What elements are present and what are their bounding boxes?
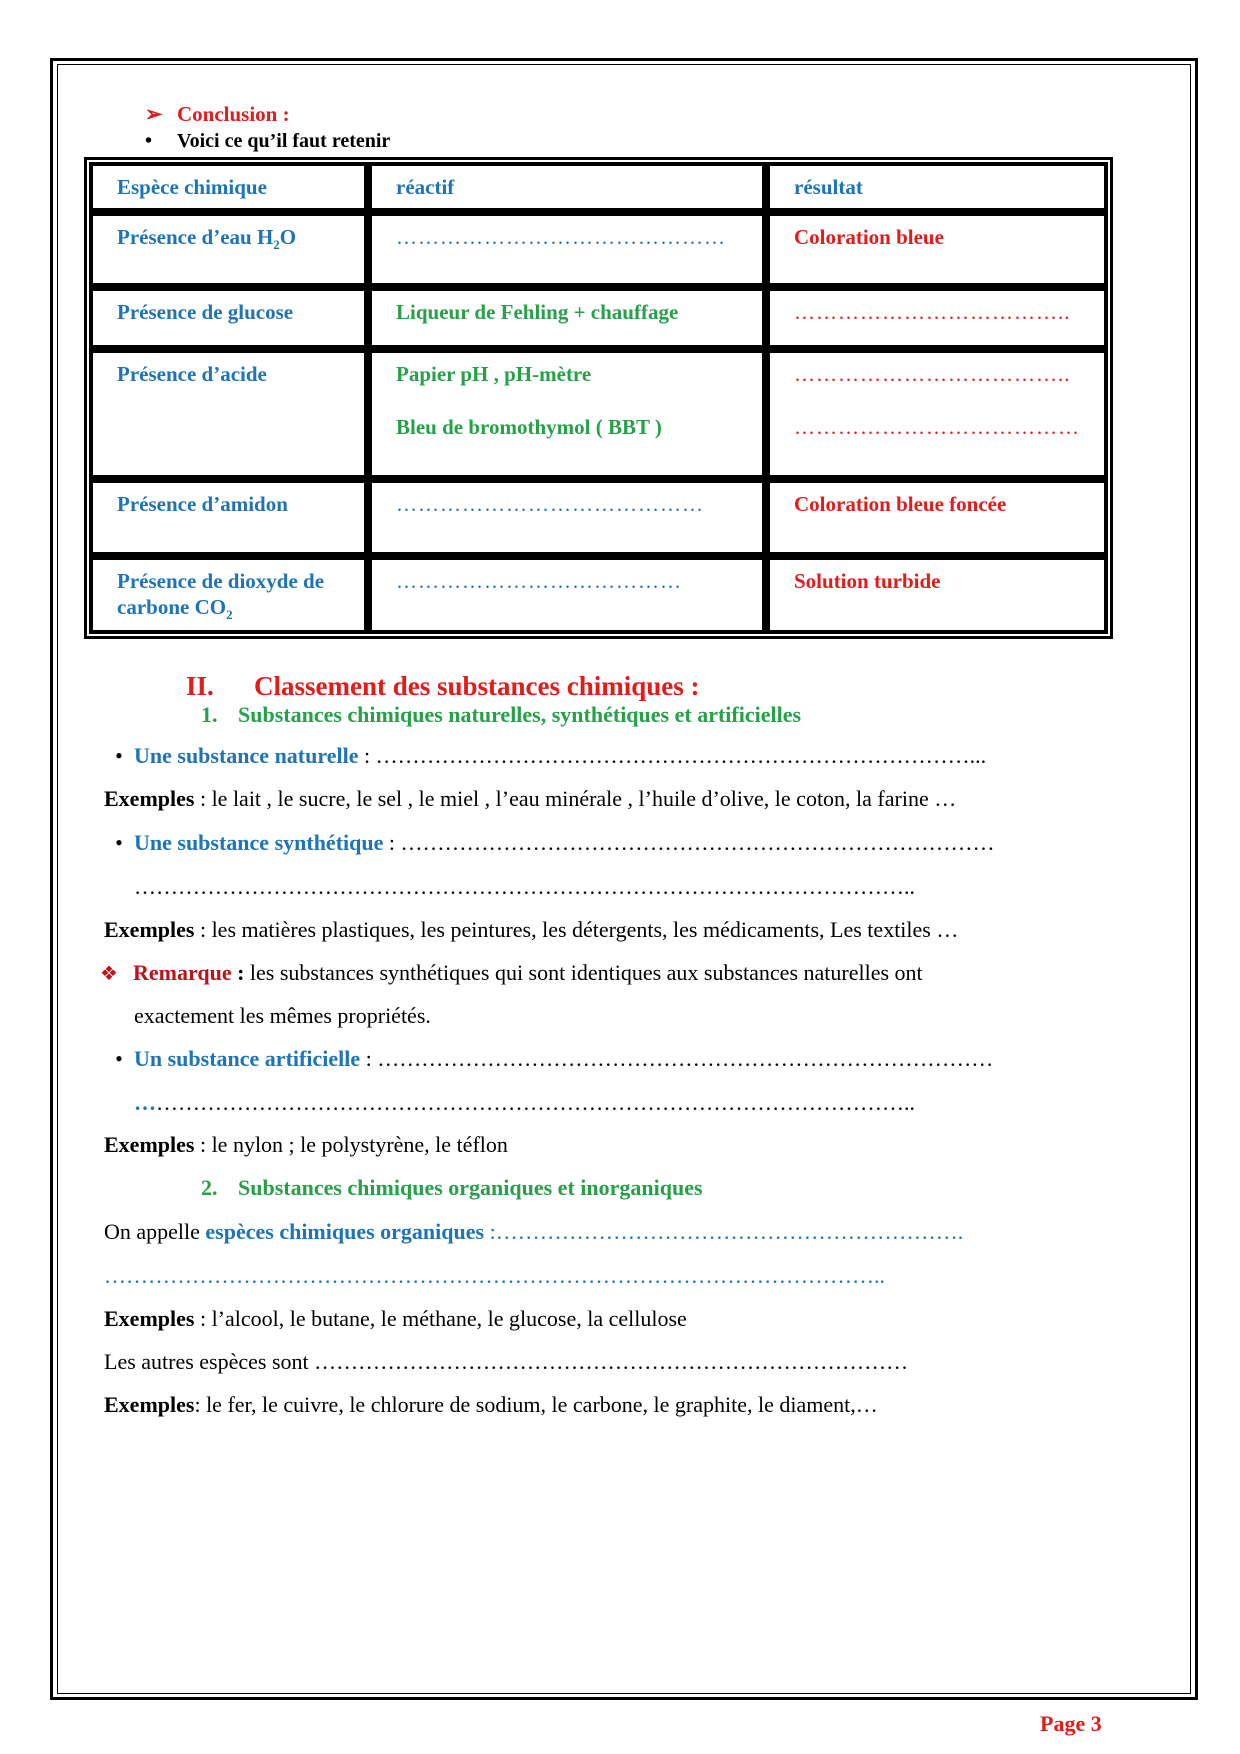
table-cell-resultat bbox=[766, 349, 1108, 479]
blank-dots: : ………………………………………………………………………... bbox=[358, 743, 987, 768]
examples-label: Exemples bbox=[104, 917, 195, 942]
examples-label: Exemples bbox=[104, 786, 195, 811]
subsection-number: 1. bbox=[201, 702, 218, 727]
blank-dots: : ………………………………………………………………………… bbox=[360, 1046, 994, 1071]
subsection-title: Substances chimiques organiques et inorganiques bbox=[238, 1175, 703, 1200]
blank-dots: ……………………………….. bbox=[794, 300, 1071, 324]
term-label: Une substance synthétique bbox=[134, 830, 384, 855]
espece-text: carbone CO bbox=[117, 595, 227, 619]
remarque-continuation: exactement les mêmes propriétés. bbox=[134, 1003, 431, 1028]
definition-inorganique: Les autres espèces sont ……………………………………………………………………… bbox=[104, 1349, 909, 1374]
page-number: Page 3 bbox=[1040, 1711, 1102, 1736]
table-cell-reactif: Liqueur de Fehling + chauffage bbox=[368, 287, 766, 349]
examples-text: : le fer, le cuivre, le chlorure de sodium, le carbone, le graphite, le diament,… bbox=[194, 1392, 878, 1417]
bullet-icon: • bbox=[115, 830, 123, 855]
examples-text: : le nylon ; le polystyrène, le téflon bbox=[194, 1132, 508, 1157]
table-cell-reactif bbox=[368, 556, 766, 634]
term-label: Un substance artificielle bbox=[134, 1046, 361, 1071]
remarque bbox=[100, 959, 923, 988]
table-cell-resultat: Coloration bleue bbox=[766, 212, 1108, 287]
definition-artificielle bbox=[104, 1045, 993, 1073]
conclusion-title: Conclusion : bbox=[177, 102, 290, 126]
subsection-number: 2. bbox=[201, 1175, 218, 1200]
subsection-heading bbox=[201, 1175, 703, 1201]
conclusion-subtitle-text: Voici ce qu’il faut retenir bbox=[177, 130, 391, 152]
definition-naturelle bbox=[104, 742, 986, 770]
section-number: II. bbox=[186, 671, 214, 701]
reactif-line: Bleu de bromothymol ( BBT ) bbox=[396, 415, 662, 439]
examples-organique bbox=[104, 1305, 687, 1333]
table-header-espece: Espèce chimique bbox=[89, 162, 368, 212]
table-cell-espece bbox=[89, 556, 368, 634]
subsection-heading bbox=[201, 702, 801, 728]
table-cell-espece: Présence d’acide bbox=[89, 349, 368, 479]
blank-dots: … bbox=[134, 1090, 156, 1115]
section-heading bbox=[186, 671, 700, 702]
espece-text: Présence de dioxyde de bbox=[117, 569, 325, 593]
blank-line: …………………………………………………………………………………………….. bbox=[104, 1263, 885, 1288]
term-label: Une substance naturelle bbox=[134, 743, 359, 768]
definition-organique bbox=[104, 1218, 963, 1246]
section-title: Classement des substances chimiques : bbox=[254, 671, 700, 701]
examples-label: Exemples bbox=[104, 1306, 195, 1331]
arrow-bullet-icon: ➢ bbox=[145, 102, 163, 126]
table-cell-resultat: Solution turbide bbox=[766, 556, 1108, 634]
table-cell-reactif bbox=[368, 349, 766, 479]
blank-dots: ………………………………… bbox=[396, 569, 682, 593]
examples-text: : l’alcool, le butane, le méthane, le glucose, la cellulose bbox=[194, 1306, 687, 1331]
bullet-icon: • bbox=[115, 1046, 123, 1071]
blank-dots: …………………………………… bbox=[396, 492, 704, 516]
diamond-bullet-icon: ❖ bbox=[100, 963, 118, 985]
table-cell-espece: Présence de glucose bbox=[89, 287, 368, 349]
remarque-colon: : bbox=[231, 960, 245, 985]
blank-dots: ………………………………………………………………………………………….. bbox=[156, 1090, 915, 1115]
table-cell-reactif bbox=[368, 212, 766, 287]
examples-text: : les matières plastiques, les peintures, les détergents, les médicaments, Les textiles … bbox=[194, 917, 959, 942]
blank-line bbox=[134, 1089, 915, 1117]
subscript: 2 bbox=[226, 607, 233, 623]
examples-label: Exemples bbox=[104, 1392, 195, 1417]
blank-dots: ……………………………….. bbox=[794, 362, 1071, 386]
blank-dots: :………………………………………………………. bbox=[484, 1219, 964, 1244]
table-cell-resultat bbox=[766, 287, 1108, 349]
espece-text-end: O bbox=[279, 225, 297, 249]
table-header-resultat: résultat bbox=[766, 162, 1108, 212]
table-cell-reactif bbox=[368, 479, 766, 556]
examples-naturelle bbox=[104, 785, 956, 813]
conclusion-heading bbox=[145, 102, 290, 127]
espece-text: Présence d’eau H bbox=[117, 225, 274, 249]
term-label: espèces chimiques organiques bbox=[205, 1219, 485, 1244]
subscript: 2 bbox=[273, 237, 280, 253]
conclusion-subtitle bbox=[145, 130, 390, 153]
definition-synthetique bbox=[104, 829, 995, 857]
blank-dots: : ……………………………………………………………………… bbox=[383, 830, 995, 855]
sentence-start: On appelle bbox=[104, 1219, 206, 1244]
examples-synthetique bbox=[104, 916, 958, 944]
table-header-reactif: réactif bbox=[368, 162, 766, 212]
examples-text: : le lait , le sucre, le sel , le miel , l’eau minérale , l’huile d’olive, le coton, la farine … bbox=[194, 786, 957, 811]
examples-artificielle bbox=[104, 1131, 508, 1159]
reactif-line: Papier pH , pH-mètre bbox=[396, 362, 592, 386]
subsection-title: Substances chimiques naturelles, synthétiques et artificielles bbox=[238, 702, 802, 727]
examples-label: Exemples bbox=[104, 1132, 195, 1157]
table-cell-espece: Présence d’amidon bbox=[89, 479, 368, 556]
table-cell-resultat: Coloration bleue foncée bbox=[766, 479, 1108, 556]
blank-dots: ………………………………… bbox=[794, 415, 1080, 439]
remarque-text: les substances synthétiques qui sont identiques aux substances naturelles ont bbox=[244, 960, 923, 985]
table-cell-espece bbox=[89, 212, 368, 287]
examples-inorganique bbox=[104, 1391, 878, 1419]
bullet-icon: • bbox=[145, 130, 153, 152]
blank-dots: ……………………………………… bbox=[396, 225, 726, 249]
bullet-icon: • bbox=[115, 743, 123, 768]
remarque-label: Remarque bbox=[133, 960, 232, 985]
blank-line: …………………………………………………………………………………………….. bbox=[134, 874, 915, 899]
